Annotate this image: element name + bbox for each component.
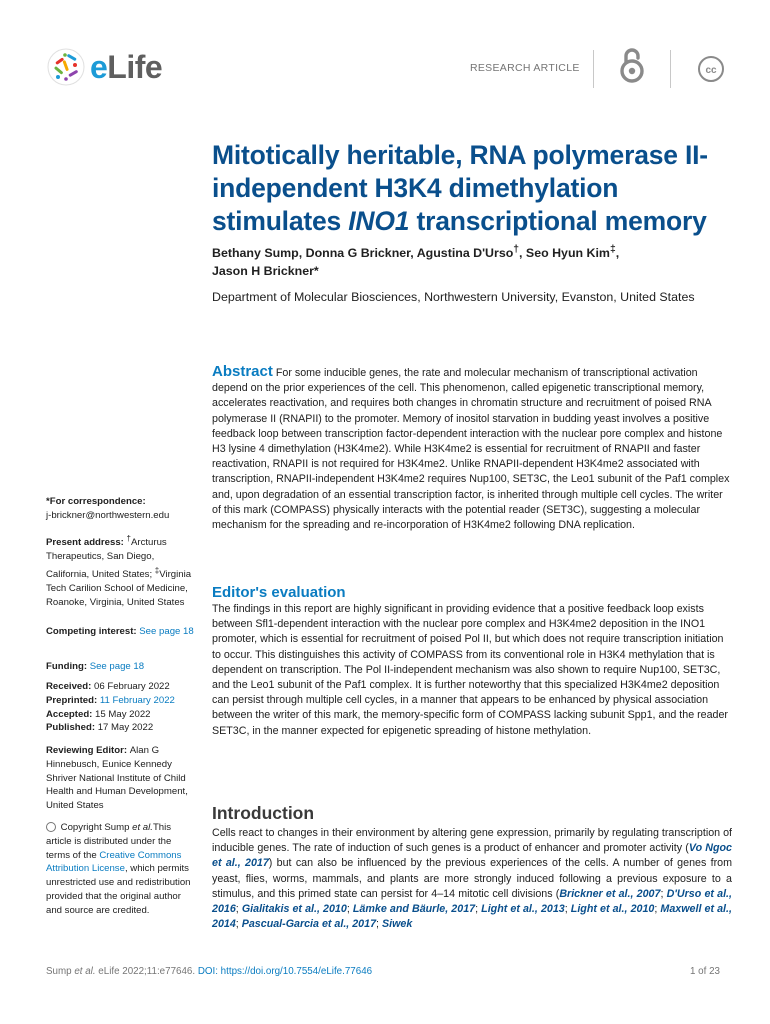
cc-label: cc [705, 65, 717, 76]
header-divider [593, 50, 594, 88]
citation-link[interactable]: Maxwell et al., 2014 [212, 903, 732, 931]
citation-link[interactable]: Brickner et al., 2007 [559, 887, 661, 900]
citation-link[interactable]: Gialitakis et al., 2010 [241, 903, 347, 916]
citation-link[interactable]: Vo Ngoc et al., 2017 [212, 842, 732, 870]
author-list: Bethany Sump, Donna G Brickner, Agustina D'Urso†, Seo Hyun Kim‡, Jason H Brickner* [212, 244, 620, 279]
page-number: 1 of 23 [690, 966, 720, 977]
copyright-icon [46, 822, 56, 832]
competing-interest-link[interactable]: See page 18 [139, 626, 194, 637]
abstract-text: For some inducible genes, the rate and molecular mechanism of transcriptional activation depend on the prior experiences of the cell. This phenomenon, called epigenetic transcriptional memory, accelerates reactivation, and requires both changes in chromatin structure and recruitment of poised RNA polymerase II (RNAPII) to the promoter. Memory of inositol starvation in budding yeast involves a positive feedback loop between transcription factor-dependent interaction with the nuclear pore complex and histone H3 lysine 4 dimethylation (H3K4me2). While H3K4me2 is essential for recruitment of RNAPII and faster reactivation, RNAPII is not required for H3K4me2. Unlike RNAPII-dependent H3K4me2 associated with transcription, RNAPII-independent H3K4me2 requires Nup100, SET3C, the Leo1 subunit of the Paf1 complex and, upon degradation of an essential transcription factor, is inherited through multiple cell cycles. The writer of this mark (COMPASS) physically interacts with the potential reader (SET3C), suggesting a molecular mechanism for the spreading and re-incorporation of H3K4me2 following DNA replication. [212, 367, 730, 532]
citation-link[interactable]: Pascual-Garcia et al., 2017 [241, 918, 377, 931]
citation-link[interactable]: Light et al., 2010 [570, 903, 655, 916]
reviewing-editor: Reviewing Editor: Alan G Hinnebusch, Eunice Kennedy Shriver National Institute of Child Health and Human Development, United States [46, 745, 188, 812]
citation-link[interactable]: Light et al., 2013 [481, 903, 565, 916]
abstract [212, 364, 732, 533]
introduction-text: Cells react to changes in their environment by altering gene expression, primarily by regulating transcription of inducible genes. The rate of induction of such genes is a product of enhancer and promoter activity (Vo Ngoc et al., 2017) but can also be influenced by the previous experiences of the cells. A number of genes from yeast, flies, worms, mammals, and plants are more strongly induced following a previous exposure to a stimulus, and this primed state can persist for 4–14 mitotic cell divisions (Brickner et al., 2007; D'Urso et al., 2016; Gialitakis et al., 2010; Lämke and Bäurle, 2017; Light et al., 2013; Light et al., 2010; Maxwell et al., 2014; Pascual-Garcia et al., 2017; Siwek [212, 827, 732, 931]
correspondence: *For correspondence: j-brickner@northwestern.edu [46, 496, 170, 521]
citation-link[interactable]: Siwek [381, 918, 413, 931]
open-access-lock-icon[interactable] [619, 46, 645, 89]
funding: Funding: See page 18 [46, 661, 145, 672]
preprint-link[interactable]: 11 February 2022 [99, 694, 175, 706]
introduction-heading: Introduction [212, 803, 315, 823]
funding-link[interactable]: See page 18 [89, 661, 145, 672]
article-title: Mitotically heritable, RNA polymerase II-independent H3K4 dimethylation stimulates INO1 transcriptional memory [212, 140, 708, 236]
license-link[interactable]: Creative Commons Attribution License [46, 849, 182, 875]
editors-evaluation-text: The findings in this report are highly significant in providing evidence that a positive feedback loop exists between Sfl1-dependent interaction with the nuclear pore complex and H3K4me2 deposition in the INO1 promoter, which is essential for recruitment of poised Pol II, but which does not require transcription initiation to occur. This distinguishes this activity of COMPASS from its conventional role in H3K4 methylation that is dependent on transcription. The Pol II-independent mechanism was also shown to require Nup100, SET3C, and the Leo1 subunit of the Paf1 complex. It is further noteworthy that this specialized H3K4me2 deposition can persist through multiple cell cycles, in a manner that appears to be enhanced by physical association between the writer of this mark, the memory-specific form of COMPASS lacking subunit Spp1, and the reader SET3C, in the manner expected for epigenetic spreading of histone methylation. [212, 603, 728, 737]
citation-link[interactable]: Lämke and Bäurle, 2017 [352, 903, 476, 916]
header-divider-2 [670, 50, 671, 88]
present-address: Present address: †Arcturus Therapeutics, San Diego, California, United States; ‡Virginia Tech Carilion School of Medicine, Roanoke, Virginia, United States [46, 534, 192, 608]
editors-evaluation-heading: Editor's evaluation [212, 584, 346, 601]
doi-link[interactable]: DOI: https://doi.org/10.7554/eLife.77646 [197, 966, 373, 977]
copyright-notice: Copyright Sump et al.This article is distributed under the terms of the Creative Commons Attribution License, which permits unrestricted use and redistribution provided that the original author and source are credited. [46, 822, 191, 916]
article-type-label: RESEARCH ARTICLE [470, 62, 580, 74]
dates: Received: 06 February 2022 Preprinted: 11 February 2022 Accepted: 15 May 2022 Published: 17 May 2022 [46, 681, 175, 734]
footer-citation: Sump et al. eLife 2022;11:e77646. DOI: https://doi.org/10.7554/eLife.77646 [46, 966, 373, 977]
elife-logo-mark-icon [46, 47, 86, 87]
correspondence-email[interactable]: j-brickner@northwestern.edu [46, 509, 170, 521]
competing-interest: Competing interest: See page 18 [46, 626, 194, 637]
elife-wordmark: eLife [90, 48, 163, 85]
affiliation: Department of Molecular Biosciences, Northwestern University, Evanston, United States [212, 290, 695, 304]
abstract-heading: Abstract [212, 363, 273, 380]
creative-commons-icon[interactable] [697, 55, 725, 88]
citation-link[interactable]: D'Urso et al., 2016 [212, 887, 732, 916]
elife-logo[interactable] [46, 44, 176, 90]
